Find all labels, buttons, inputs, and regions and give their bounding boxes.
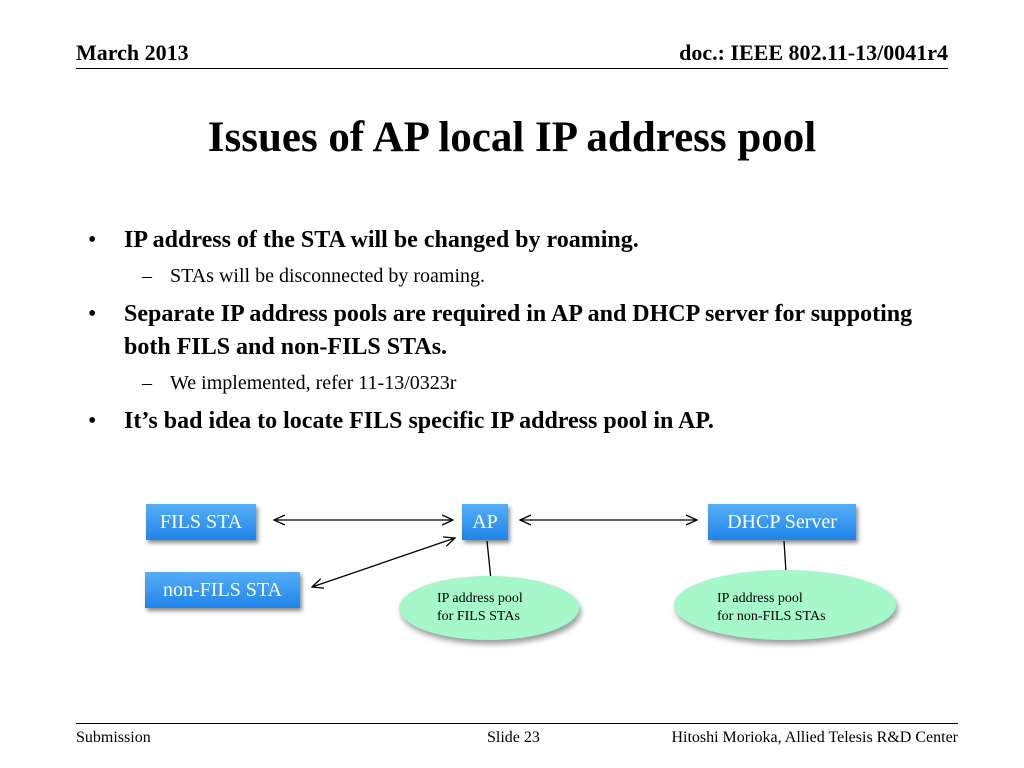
pool-label-line: for non-FILS STAs <box>717 609 826 624</box>
sub-bullet-text: STAs will be disconnected by roaming. <box>170 265 486 287</box>
footer-divider <box>76 723 958 724</box>
ap-box: AP <box>462 504 508 540</box>
sub-bullet-text: We implemented, refer 11-13/0323r <box>170 372 457 394</box>
header-date: March 2013 <box>76 40 189 65</box>
bullet-marker: • <box>88 227 97 253</box>
bullet-text: IP address of the STA will be changed by roaming. <box>124 227 639 253</box>
fils-sta-box: FILS STA <box>146 504 256 540</box>
connector-dhcp-pool <box>784 541 786 572</box>
slide-title: Issues of AP local IP address pool <box>207 114 817 161</box>
arrow-non-fils-sta-ap <box>312 538 455 587</box>
footer-slide-number: Slide 23 <box>487 729 540 746</box>
bullet-marker: • <box>88 301 97 327</box>
non-fils-sta-box: non-FILS STA <box>145 572 300 608</box>
ip-pool-non-fils-ellipse <box>674 570 896 640</box>
footer-submission: Submission <box>76 729 151 746</box>
bullet-text: It’s bad idea to locate FILS specific IP address pool in AP. <box>124 408 714 434</box>
bullet-text: Separate IP address pools are required in AP and DHCP server for suppoting both FILS and non-FILS STAs. <box>124 301 913 360</box>
dhcp-server-box: DHCP Server <box>708 504 856 540</box>
header-doc-id: doc.: IEEE 802.11-13/0041r4 <box>679 40 948 65</box>
ip-pool-fils-ellipse <box>399 576 579 640</box>
pool-label-line: IP address pool <box>437 591 523 606</box>
footer-author: Hitoshi Morioka, Allied Telesis R&D Center <box>671 729 958 746</box>
bullet-marker: • <box>88 408 97 434</box>
sub-bullet-marker: – <box>142 265 152 287</box>
connector-ap-pool <box>487 541 491 580</box>
sub-bullet-marker: – <box>142 372 152 394</box>
pool-label-line: IP address pool <box>717 591 803 606</box>
pool-label-line: for FILS STAs <box>437 609 520 624</box>
